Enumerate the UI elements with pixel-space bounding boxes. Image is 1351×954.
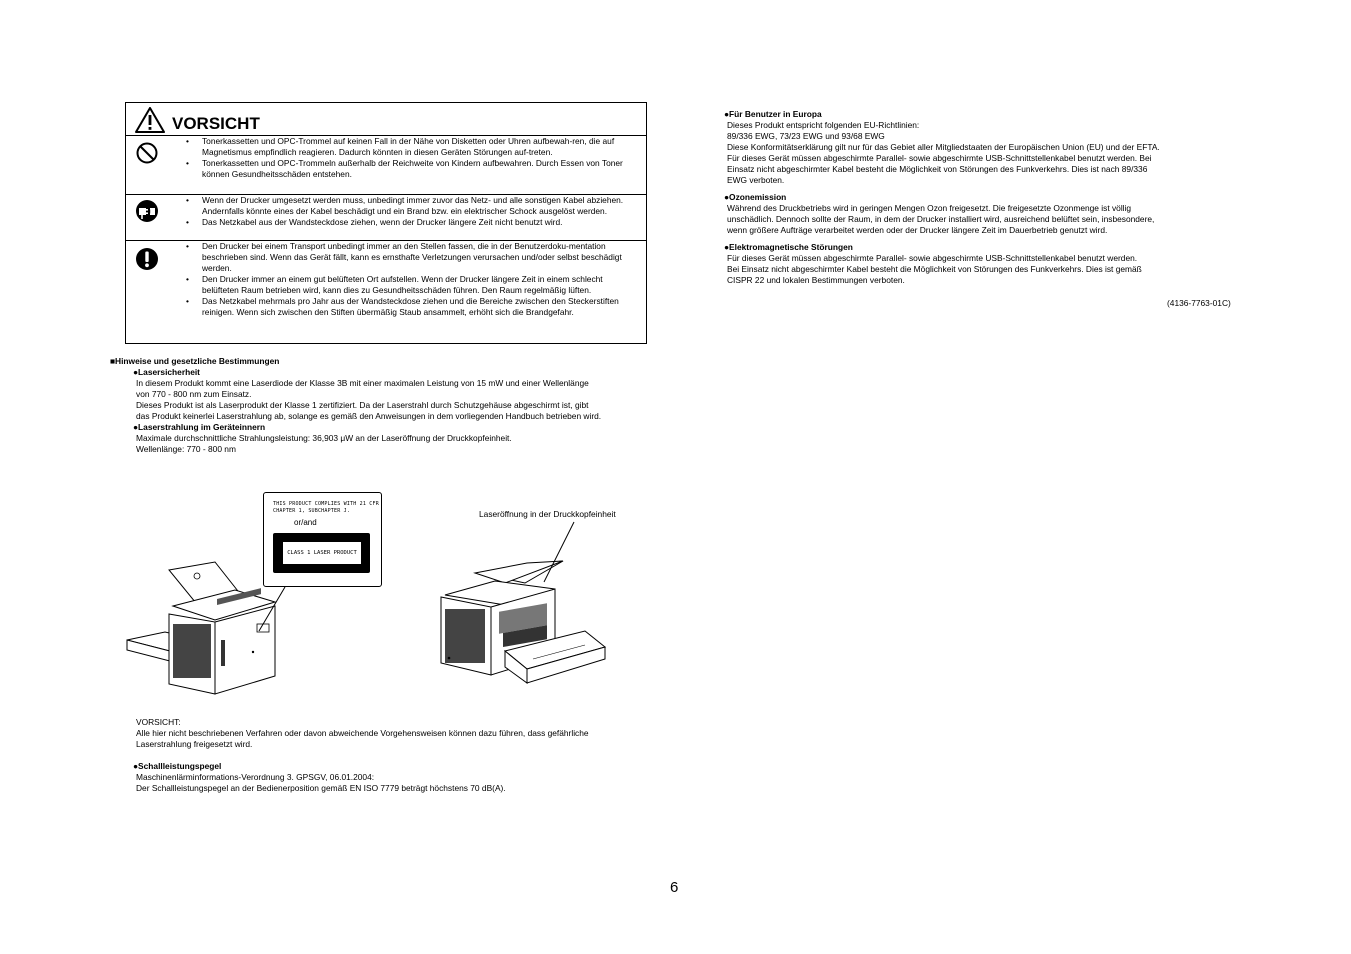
aperture-pointer-line xyxy=(530,520,580,590)
text-line: Wellenlänge: 770 - 800 nm xyxy=(136,444,236,454)
regulatory-notes xyxy=(110,356,680,455)
internal-radiation-heading: ●Laserstrahlung im Geräteinnern xyxy=(133,422,266,432)
caution-header xyxy=(126,103,646,136)
text-line: 89/336 EWG, 73/23 EWG und 93/68 EWG xyxy=(727,131,885,141)
caution-item: • Tonerkassetten und OPC-Trommel auf keinen Fall in der Nähe von Disketten oder Uhren aufbewah-ren, die auf Magnetismus empfindlich reagieren. Dadurch könnten in diesen Geräten Störungen auf-treten. xyxy=(202,136,646,158)
laser-safety-heading: ●Lasersicherheit xyxy=(133,367,200,377)
text-line: EWG verboten. xyxy=(727,175,785,185)
class1-label xyxy=(273,533,370,573)
caution-item: • Das Netzkabel mehrmals pro Jahr aus der Wandsteckdose ziehen und die Bereiche zwischen den Steckerstiften reinigen. Wenn sich zwischen den Stiften übermäßig Staub ansammelt, erhöht sich die Brandgefahr. xyxy=(202,296,646,318)
text-line: Maschinenlärminformations-Verordnung 3. GPSGV, 06.01.2004: xyxy=(136,772,375,782)
text-line: Bei Einsatz nicht abgeschirmter Kabel besteht die Möglichkeit von Störungen des Funkverkehrs. Dies ist gemäß xyxy=(727,264,1142,274)
caution-label: VORSICHT: xyxy=(136,717,181,727)
caution-item: • Den Drucker immer an einem gut belüfteten Ort aufstellen. Wenn der Drucker längere Zeit in einem schlecht belüfteten Raum betrieben wird, kann dies zu Gesundheitsschäden führen. Den Raum regelmäßig lüften. xyxy=(202,274,646,296)
laser-caution-note xyxy=(136,717,696,750)
text-line: Einsatz nicht abgeschirmter Kabel besteht die Möglichkeit von Störungen des Funkverkehrs. Dies ist nach 89/336 xyxy=(727,164,1148,174)
caution-row xyxy=(126,136,646,195)
laser-label-box xyxy=(263,492,382,587)
text-line: Während des Druckbetriebs wird in geringen Mengen Ozon freigesetzt. Die freigesetzte Ozonmenge ist völlig xyxy=(727,203,1132,213)
text-line: Maximale durchschnittliche Strahlungsleistung: 36,903 μW an der Laseröffnung der Druckkopfeinheit. xyxy=(136,433,512,443)
caution-title: VORSICHT xyxy=(172,114,260,133)
text-line: das Produkt keinerlei Laserstrahlung ab, solange es gemäß den Anweisungen in dem vorliegenden Handbuch betrieben wird. xyxy=(136,411,602,421)
caution-item: • Den Drucker bei einem Transport unbedingt immer an den Stellen fassen, die in der Benutzerdoku-mentation beschrieben sind. Wenn das Gerät fällt, kann es ernsthafte Verletzungen verursachen und/oder selbst beschädigt werden. xyxy=(202,241,646,274)
text-line: In diesem Produkt kommt eine Laserdiode der Klasse 3B mit einer maximalen Leistung von 15 mW und einer Wellenlänge xyxy=(136,378,589,388)
warning-triangle-icon xyxy=(135,107,165,133)
text-line: von 770 - 800 nm zum Einsatz. xyxy=(136,389,252,399)
caution-item: • Tonerkassetten und OPC-Trommeln außerhalb der Reichweite von Kindern aufbewahren. Durch Essen von Toner können Gesundheitsschäden entstehen. xyxy=(202,158,646,180)
text-line: Alle hier nicht beschriebenen Verfahren oder davon abweichende Vorgehensweisen können dazu führen, dass gefährliche xyxy=(136,728,589,738)
prohibited-icon xyxy=(135,141,159,165)
text-line: wenn größere Aufträge verarbeitet werden oder der Drucker längere Zeit im Dauerbetrieb genutzt wird. xyxy=(727,225,1108,235)
notes-heading: ■Hinweise und gesetzliche Bestimmungen xyxy=(110,356,280,366)
emc-heading: ●Elektromagnetische Störungen xyxy=(724,242,853,252)
right-column xyxy=(724,109,1244,286)
caution-table xyxy=(125,102,647,344)
printer-open-illustration xyxy=(435,555,610,690)
unplug-icon xyxy=(135,199,159,223)
text-line: Diese Konformitätserklärung gilt nur für das Gebiet aller Mitgliedstaaten der Europäischen Union (EU) und der EFTA. xyxy=(727,142,1160,152)
document-number: (4136-7763-01C) xyxy=(1167,298,1231,308)
text-line: unschädlich. Dennoch sollte der Raum, in dem der Drucker installiert wird, ausreichend belüftet sein, insbesondere, xyxy=(727,214,1155,224)
text-line: Der Schallleistungspegel an der Bedienerposition gemäß EN ISO 7779 beträgt höchstens 70 dB(A). xyxy=(136,783,506,793)
text-line: Dieses Produkt ist als Laserprodukt der Klasse 1 zertifiziert. Da der Laserstrahl durch Schutzgehäuse abgeschirmt ist, gibt xyxy=(136,400,589,410)
label-line: THIS PRODUCT COMPLIES WITH 21 CFR xyxy=(273,501,379,507)
caution-item: • Das Netzkabel aus der Wandsteckdose ziehen, wenn der Drucker längere Zeit nicht benutzt wird. xyxy=(202,217,646,228)
sound-level-heading: ●Schallleistungspegel xyxy=(133,761,222,771)
page-number: 6 xyxy=(670,879,679,896)
text-line: Dieses Produkt entspricht folgenden EU-Richtlinien: xyxy=(727,120,920,130)
label-line: CHAPTER 1, SUBCHAPTER J. xyxy=(273,508,351,514)
label-or: or/and xyxy=(294,518,317,527)
aperture-caption: Laseröffnung in der Druckkopfeinheit xyxy=(479,509,616,519)
text-line: Für dieses Gerät müssen abgeschirmte Parallel- sowie abgeschirmte USB-Schnittstellenkabel benutzt werden. Bei xyxy=(727,153,1152,163)
class1-label-text: CLASS 1 LASER PRODUCT xyxy=(283,542,361,564)
text-line: CISPR 22 und lokalen Bestimmungen verboten. xyxy=(727,275,905,285)
sound-level-section xyxy=(133,761,693,794)
mandatory-icon xyxy=(135,247,159,271)
label-pointer-line xyxy=(255,585,295,635)
caution-row xyxy=(126,241,646,343)
caution-item: • Wenn der Drucker umgesetzt werden muss, unbedingt immer zuvor das Netz- und alle sonstigen Kabel abziehen. Andernfalls könnte eines der Kabel beschädigt und ein Brand bzw. ein elektrischer Schock ausgelöst werden. xyxy=(202,195,646,217)
ozone-heading: ●Ozonemission xyxy=(724,192,787,202)
caution-row xyxy=(126,195,646,241)
text-line: Laserstrahlung freigesetzt wird. xyxy=(136,739,253,749)
europe-heading: ●Für Benutzer in Europa xyxy=(724,109,822,119)
text-line: Für dieses Gerät müssen abgeschirmte Parallel- sowie abgeschirmte USB-Schnittstellenkabel benutzt werden. xyxy=(727,253,1138,263)
